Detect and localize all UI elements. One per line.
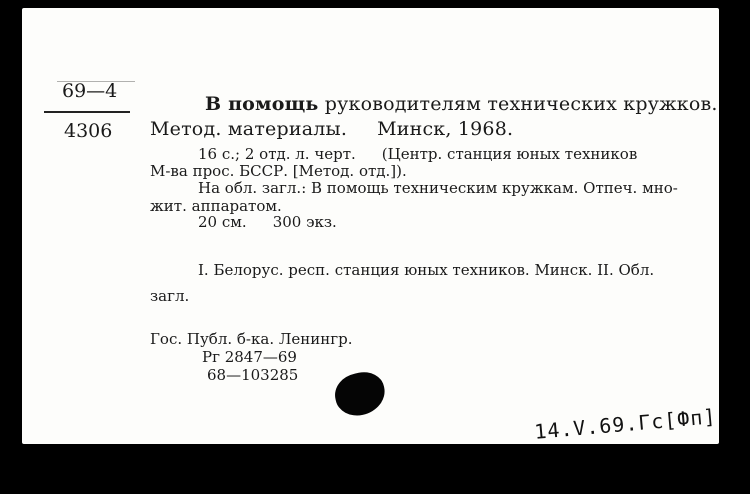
series-note: (Центр. станция юных техников — [381, 145, 638, 163]
copies: 300 экз. — [272, 213, 337, 231]
title-rest: руководителям технических кружков. — [324, 93, 718, 115]
title-bold: В помощь — [205, 93, 319, 115]
tracings-line-cont: загл. — [150, 287, 190, 305]
inventory-number: 4306 — [64, 120, 113, 142]
size: 20 см. — [198, 213, 247, 231]
tracings-line: I. Белорус. респ. станция юных техников. Минск. II. Обл. — [198, 261, 655, 279]
material-type: Метод. материалы. — [150, 118, 348, 140]
series-note-cont: М-ва прос. БССР. [Метод. отд.]). — [150, 162, 407, 180]
shelf-mark: 69—4 — [62, 80, 118, 102]
place-year: Минск, 1968. — [377, 118, 514, 140]
publication-line — [150, 120, 513, 139]
cover-title-note: На обл. загл.: В помощь техническим кружкам. Отпеч. мно- — [198, 179, 678, 197]
catalog-card — [22, 8, 719, 444]
title-line — [205, 95, 718, 114]
card-number: 68—103285 — [207, 366, 299, 384]
collation-line — [198, 147, 637, 162]
catalog-code: Рг 2847—69 — [202, 348, 297, 366]
collation: 16 с.; 2 отд. л. черт. — [198, 145, 356, 163]
cover-title-note-cont: жит. аппаратом. — [150, 197, 282, 215]
library-name: Гос. Публ. б-ка. Ленингр. — [150, 330, 353, 348]
ink-blot — [331, 368, 389, 419]
handwritten-note: 14.V.69.Гс[Фп] — [533, 404, 718, 444]
size-copies-line — [198, 215, 337, 230]
divider-line — [44, 111, 130, 113]
